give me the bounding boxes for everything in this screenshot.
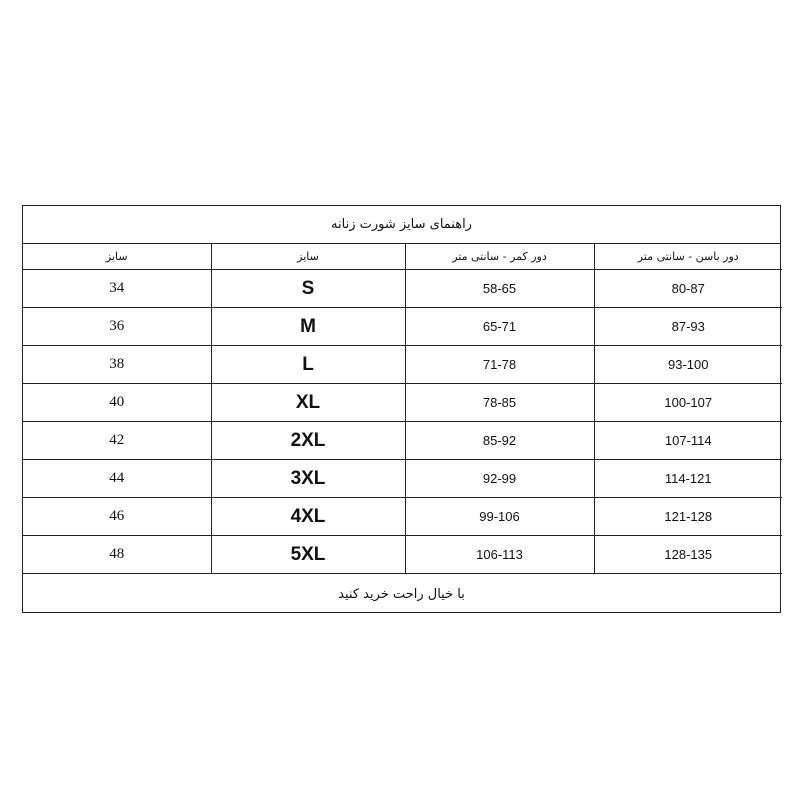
header-numeric-size: سایز bbox=[23, 244, 211, 270]
numeric-size-cell: 38 bbox=[23, 346, 211, 384]
waist-cell: 78-85 bbox=[405, 384, 594, 422]
size-chart bbox=[22, 205, 781, 613]
waist-cell: 99-106 bbox=[405, 498, 594, 536]
table-row bbox=[23, 460, 782, 498]
letter-size-cell: 3XL bbox=[211, 460, 405, 498]
header-letter-size: سایز bbox=[211, 244, 405, 270]
letter-size-cell: 5XL bbox=[211, 536, 405, 574]
numeric-size-cell: 34 bbox=[23, 270, 211, 308]
waist-cell: 65-71 bbox=[405, 308, 594, 346]
hip-cell: 87-93 bbox=[594, 308, 782, 346]
table-row bbox=[23, 270, 782, 308]
letter-size-cell: S bbox=[211, 270, 405, 308]
numeric-size-cell: 44 bbox=[23, 460, 211, 498]
hip-cell: 107-114 bbox=[594, 422, 782, 460]
table-row bbox=[23, 308, 782, 346]
hip-cell: 80-87 bbox=[594, 270, 782, 308]
waist-cell: 92-99 bbox=[405, 460, 594, 498]
numeric-size-cell: 40 bbox=[23, 384, 211, 422]
header-row bbox=[23, 244, 782, 270]
table-row bbox=[23, 536, 782, 574]
waist-cell: 71-78 bbox=[405, 346, 594, 384]
letter-size-cell: M bbox=[211, 308, 405, 346]
table-row bbox=[23, 498, 782, 536]
letter-size-cell: 4XL bbox=[211, 498, 405, 536]
hip-cell: 128-135 bbox=[594, 536, 782, 574]
size-table bbox=[23, 244, 782, 574]
letter-size-cell: L bbox=[211, 346, 405, 384]
letter-size-cell: XL bbox=[211, 384, 405, 422]
chart-title: راهنمای سایز شورت زنانه bbox=[23, 206, 780, 244]
numeric-size-cell: 46 bbox=[23, 498, 211, 536]
waist-cell: 85-92 bbox=[405, 422, 594, 460]
hip-cell: 100-107 bbox=[594, 384, 782, 422]
table-row bbox=[23, 384, 782, 422]
numeric-size-cell: 36 bbox=[23, 308, 211, 346]
waist-cell: 106-113 bbox=[405, 536, 594, 574]
header-hip: دور باسن - سانتی متر bbox=[594, 244, 782, 270]
hip-cell: 121-128 bbox=[594, 498, 782, 536]
table-row bbox=[23, 422, 782, 460]
table-row bbox=[23, 346, 782, 384]
letter-size-cell: 2XL bbox=[211, 422, 405, 460]
hip-cell: 114-121 bbox=[594, 460, 782, 498]
numeric-size-cell: 48 bbox=[23, 536, 211, 574]
header-waist: دور کمر - سانتی متر bbox=[405, 244, 594, 270]
hip-cell: 93-100 bbox=[594, 346, 782, 384]
chart-footer: با خیال راحت خرید کنید bbox=[338, 587, 465, 602]
numeric-size-cell: 42 bbox=[23, 422, 211, 460]
waist-cell: 58-65 bbox=[405, 270, 594, 308]
